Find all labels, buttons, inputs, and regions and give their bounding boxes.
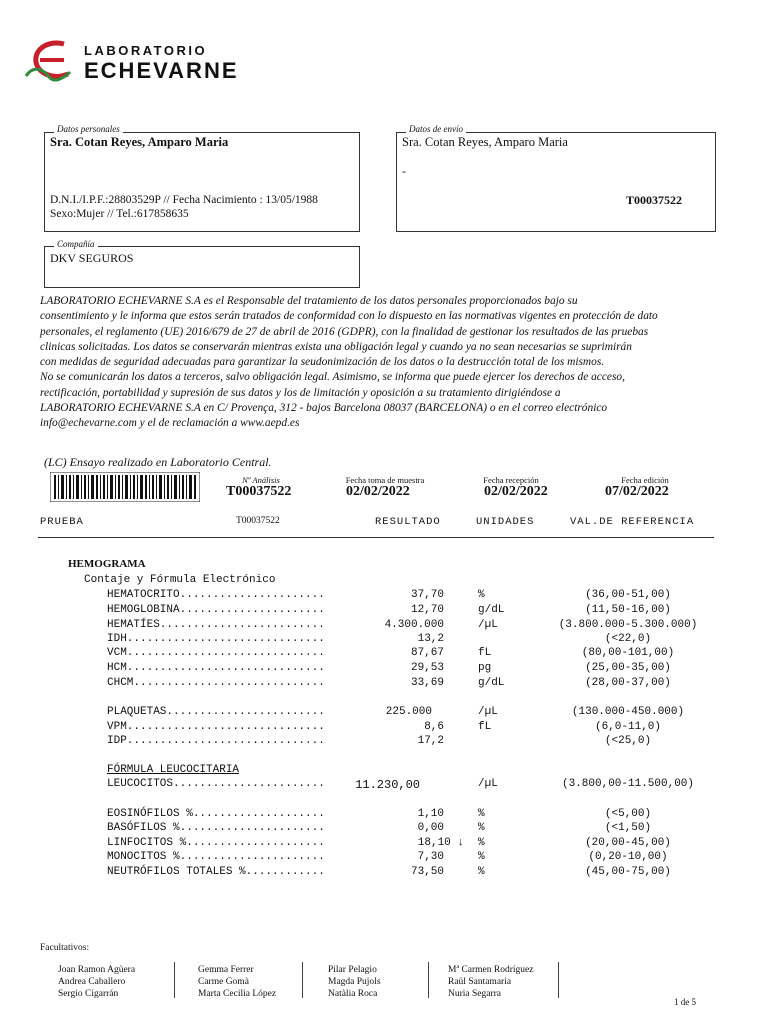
table-row-name: EOSINÓFILOS %.................... <box>107 808 325 820</box>
page-number: 1 de 5 <box>674 997 696 1007</box>
table-row-name: HEMATÍES......................... <box>107 619 325 631</box>
privacy-line: con medidas de seguridad adecuadas para garantizar la seudonimización de los datos o la destrucción total de los mismos. <box>40 356 605 369</box>
privacy-line: personales, el reglamento (UE) 2016/679 de 27 de abril de 2016 (GDPR), con la finalidad de gestionar los resultados de las pruebas <box>40 325 649 338</box>
privacy-notice <box>40 294 768 432</box>
col-prueba: PRUEBA <box>40 516 84 528</box>
col-code: T00037522 <box>236 516 280 526</box>
table-row-value: 29,53 <box>410 662 444 674</box>
privacy-line: consentimiento y le informa que estos serán tratados de conformidad con lo dispuesto en las normativas vigentes en protección de dato <box>40 310 658 323</box>
table-row-value: 4.300.000 <box>384 619 444 631</box>
col-referencia: VAL.DE REFERENCIA <box>570 516 695 528</box>
table-row-name: CHCM............................. <box>107 677 325 689</box>
faculty-divider <box>174 962 175 998</box>
lc-note: (LC) Ensayo realizado en Laboratorio Central. <box>44 455 272 469</box>
faculty-member: Magda Pujols <box>328 977 381 987</box>
faculty-member: Natàlia Roca <box>328 989 378 999</box>
table-row-value: 8,6 <box>424 721 444 733</box>
table-row-unit: fL <box>478 721 492 733</box>
header-divider <box>38 537 714 538</box>
faculty-divider <box>302 962 303 998</box>
table-row-value: 225.000 <box>385 706 432 718</box>
table-row-value: 7,30 <box>417 851 444 863</box>
table-row-value: 0,00 <box>417 822 444 834</box>
table-row-unit: % <box>478 837 485 849</box>
privacy-line: info@echevarne.com y el de reclamación a www.aepd.es <box>40 417 300 430</box>
faculty-column <box>448 964 533 1000</box>
patient-id-line: D.N.I./I.P.F.:28803529P // Fecha Nacimiento : 13/05/1988 <box>50 194 318 206</box>
faculty-column <box>58 964 135 1000</box>
table-row-ref: (<5,00) <box>604 808 652 820</box>
barcode-icon <box>50 472 200 502</box>
privacy-line: clinicas solicitadas. Los datos se conservarán mientras exista una obligación legal y cuando ya no sean necesarias se suprimirán <box>40 340 632 353</box>
faculty-column <box>328 964 381 1000</box>
section-hemograma: HEMOGRAMA <box>68 558 146 570</box>
col-unidades: UNIDADES <box>476 516 535 528</box>
table-row-name: LINFOCITOS %..................... <box>107 837 325 849</box>
table-row-ref: (3.800,00-11.500,00) <box>561 778 695 790</box>
privacy-line: LABORATORIO ECHEVARNE S.A en C/ Provença, 312 - bajos Barcelona 08037 (BARCELONA) o en el correo electrónico <box>40 402 608 415</box>
echevarne-logo-mark-icon <box>24 40 82 84</box>
patient-name: Sra. Cotan Reyes, Amparo Maria <box>50 135 229 149</box>
table-row-ref: (11,50-16,00) <box>585 604 671 616</box>
shipping-data-label: Datos de envío <box>406 124 466 134</box>
reception-date-label: Fecha recepción <box>483 475 539 485</box>
faculty-member: Sergio Cigarrán <box>58 989 119 999</box>
table-row-value: 37,70 <box>410 589 444 601</box>
table-row-name: HCM.............................. <box>107 662 325 674</box>
table-row-value: 73,50 <box>410 866 444 878</box>
table-row-value: 1,10 <box>417 808 444 820</box>
table-row-name: BASÓFILOS %...................... <box>107 822 325 834</box>
table-row-ref: (80,00-101,00) <box>581 647 675 659</box>
privacy-line: No se comunicarán los datos a terceros, salvo obligación legal. Asimismo, se informa que puede ejercer los derechos de acceso, <box>40 371 625 384</box>
faculty-member: Joan Ramon Agüera <box>58 965 136 975</box>
table-row-name: PLAQUETAS........................ <box>107 706 325 718</box>
table-row-ref: (<25,0) <box>604 735 652 747</box>
shipping-name: Sra. Cotan Reyes, Amparo Maria <box>402 135 568 149</box>
analysis-number: T00037522 <box>226 484 292 499</box>
col-resultado: RESULTADO <box>375 516 441 528</box>
table-row-ref: (6,0-11,0) <box>594 721 661 733</box>
table-row-unit: /µL <box>478 778 498 790</box>
table-row-ref: (3.800.000-5.300.000) <box>558 619 698 631</box>
table-row-ref: (<22,0) <box>604 633 652 645</box>
analysis-label: Nº Análisis <box>242 475 280 485</box>
table-row-name: LEUCOCITOS....................... <box>107 778 325 790</box>
table-row-unit: /µL <box>478 706 498 718</box>
sample-date-label: Fecha toma de muestra <box>345 475 425 485</box>
table-row-value: 11.230,00 <box>355 778 420 792</box>
faculty-member: Pilar Pelagio <box>328 965 377 975</box>
leuco-formula-title: FÓRMULA LEUCOCITARIA <box>107 764 240 776</box>
table-row-ref: (<1,50) <box>604 822 652 834</box>
faculty-label: Facultativos: <box>40 943 90 953</box>
logo-laboratorio-text: LABORATORIO <box>84 43 208 58</box>
table-row-name: IDP.............................. <box>107 735 325 747</box>
faculty-member: Nuria Segarra <box>448 989 502 999</box>
table-row-unit: g/dL <box>478 604 505 616</box>
table-row-ref: (28,00-37,00) <box>585 677 671 689</box>
table-row-unit: /µL <box>478 619 498 631</box>
edition-date: 07/02/2022 <box>605 484 669 499</box>
table-row-unit: % <box>478 851 485 863</box>
table-row-ref: (20,00-45,00) <box>585 837 671 849</box>
table-row-ref: (45,00-75,00) <box>585 866 671 878</box>
patient-sex-phone: Sexo:Mujer // Tel.:617858635 <box>50 208 189 220</box>
table-row-unit: fL <box>478 647 492 659</box>
faculty-member: Raül Santamaria <box>448 977 512 987</box>
table-row-unit: % <box>478 589 485 601</box>
sample-date: 02/02/2022 <box>346 484 410 499</box>
table-row-value: 12,70 <box>410 604 444 616</box>
faculty-member: Marta Cecilia López <box>198 989 277 999</box>
table-row-ref: (0,20-10,00) <box>588 851 668 863</box>
table-row-unit: pg <box>478 662 492 674</box>
faculty-member: Mª Carmen Rodríguez <box>448 965 534 975</box>
table-row-name: NEUTRÓFILOS TOTALES %............ <box>107 866 325 878</box>
faculty-member: Carme Gomà <box>198 977 249 987</box>
table-row-value: 18,10 ↓ <box>417 837 464 849</box>
table-row-unit: % <box>478 808 485 820</box>
faculty-member: Andrea Caballero <box>58 977 126 987</box>
faculty-divider <box>558 962 559 998</box>
table-row-value: 13,2 <box>417 633 444 645</box>
faculty-column <box>198 964 276 1000</box>
shipping-dash: - <box>402 164 406 178</box>
table-row-unit: g/dL <box>478 677 505 689</box>
table-row-name: IDH.............................. <box>107 633 325 645</box>
table-row-ref: (36,00-51,00) <box>585 589 671 601</box>
table-row-unit: % <box>478 822 485 834</box>
table-row-name: HEMATOCRITO...................... <box>107 589 325 601</box>
logo-echevarne-text: ECHEVARNE <box>84 58 239 83</box>
shipping-code: T00037522 <box>626 193 683 207</box>
faculty-divider <box>428 962 429 998</box>
personal-data-label: Datos personales <box>54 124 123 134</box>
table-row-ref: (25,00-35,00) <box>585 662 671 674</box>
table-row-ref: (130.000-450.000) <box>571 706 685 718</box>
company-label: Compañía <box>54 239 98 249</box>
table-row-value: 87,67 <box>410 647 444 659</box>
table-row-unit: % <box>478 866 485 878</box>
faculty-member: Gemma Ferrer <box>198 965 254 975</box>
section-subtitle: Contaje y Fórmula Electrónico <box>84 574 276 586</box>
table-row-name: HEMOGLOBINA...................... <box>107 604 325 616</box>
table-row-value: 17,2 <box>417 735 444 747</box>
table-row-value: 33,69 <box>410 677 444 689</box>
privacy-line: rectificación, portabilidad y supresión de sus datos y los de limitación y oposición a su tratamiento dirigiéndose a <box>40 386 561 399</box>
table-row-name: VCM.............................. <box>107 647 325 659</box>
reception-date: 02/02/2022 <box>484 484 548 499</box>
privacy-line: LABORATORIO ECHEVARNE S.A es el Responsable del tratamiento de los datos personales proporcionados bajo su <box>40 295 578 307</box>
company-name: DKV SEGUROS <box>50 251 134 265</box>
edition-date-label: Fecha edición <box>621 475 669 485</box>
table-row-name: VPM.............................. <box>107 721 325 733</box>
table-row-name: MONOCITOS %...................... <box>107 851 325 863</box>
